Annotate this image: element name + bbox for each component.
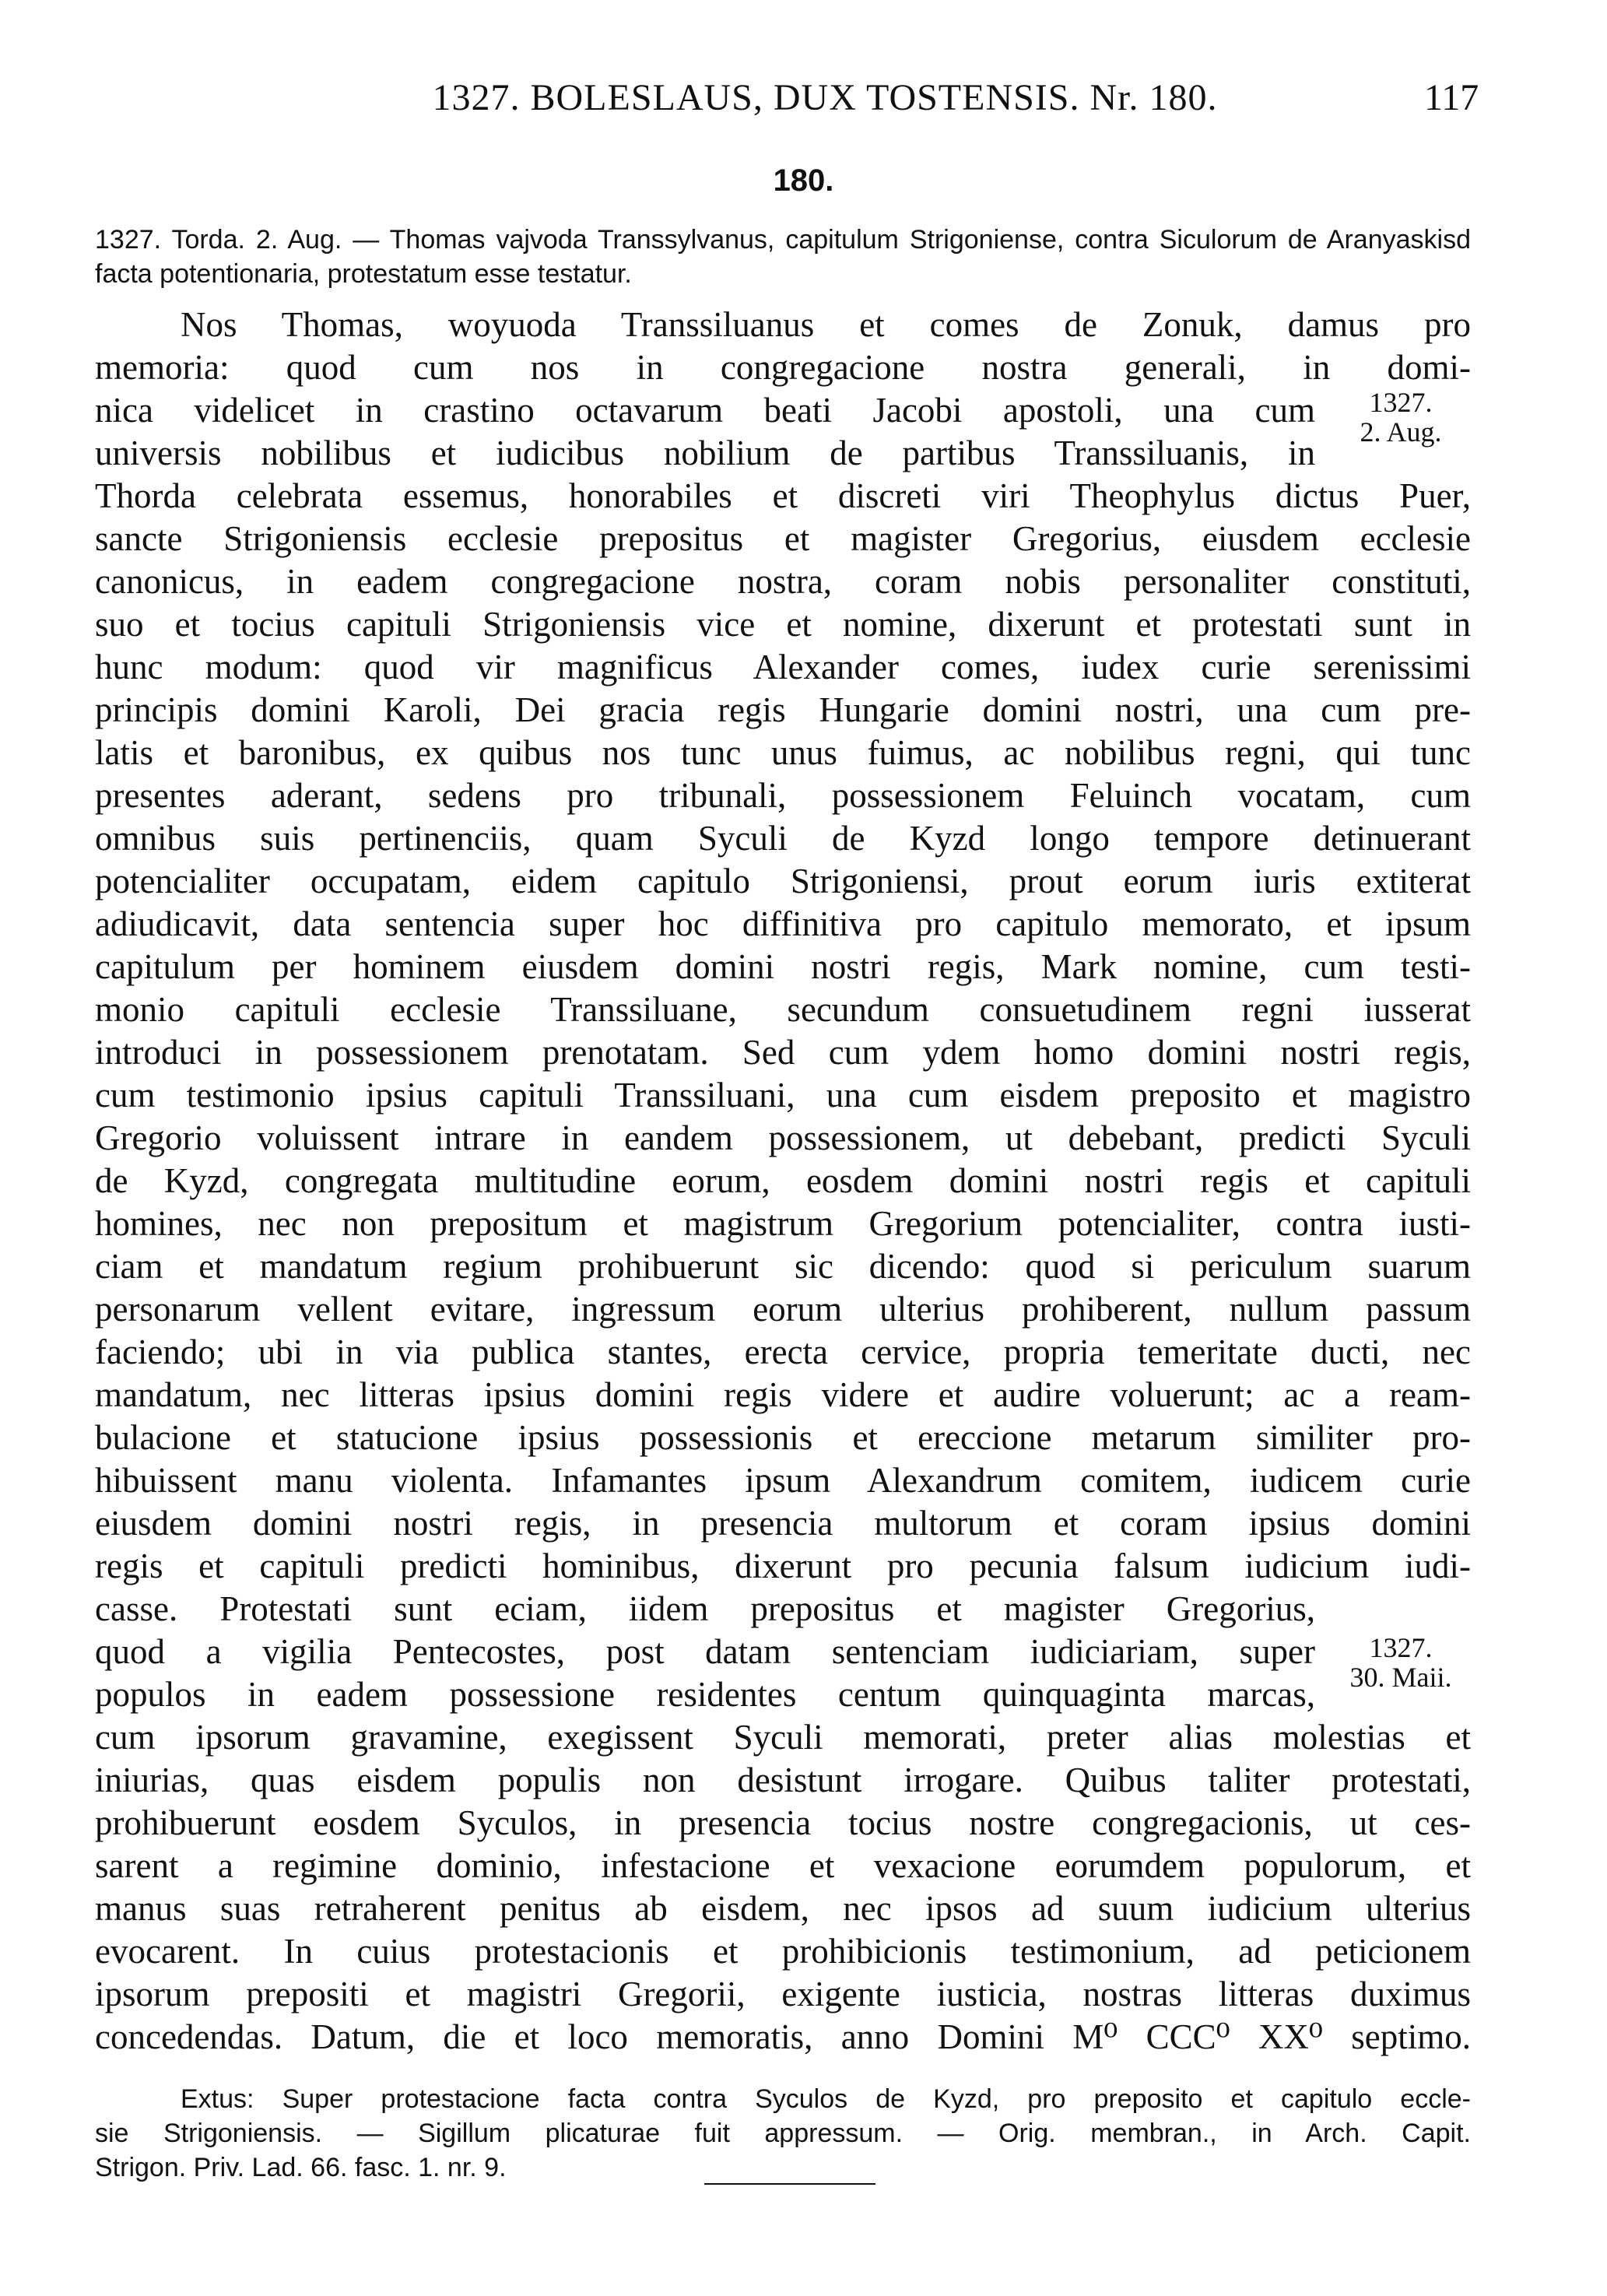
page-number: 117 <box>1424 77 1479 118</box>
text-line: suo et tocius capituli Strigoniensis vice et nomine, dixerunt et protestati sunt in <box>95 605 1471 644</box>
note-line: Strigon. Priv. Lad. 66. fasc. 1. nr. 9. <box>95 2153 507 2182</box>
text-line: manus suas retraherent penitus ab eisdem, nec ipsos ad suum iudicium ulterius <box>95 1889 1471 1928</box>
margin-date-day: 30. Maii. <box>1349 1662 1452 1693</box>
text-line: potencialiter occupatam, eidem capitulo Strigoniensi, prout eorum iuris extiterat <box>95 862 1471 900</box>
margin-date-year: 1327. <box>1369 1632 1433 1663</box>
text-line: monio capituli ecclesie Transsiluane, secundum consuetudinem regni iusserat <box>95 990 1471 1029</box>
text-line: sancte Strigoniensis ecclesie prepositus et magister Gregorius, eiusdem ecclesie <box>95 519 1471 558</box>
text-line: omnibus suis pertinenciis, quam Syculi de Kyzd longo tempore detinuerant <box>95 819 1471 858</box>
text-line: casse. Protestati sunt eciam, iidem prepositus et magister Gregorius, <box>95 1589 1315 1628</box>
text-line: universis nobilibus et iudicibus nobilium de partibus Transsiluanis, in <box>95 434 1315 472</box>
text-line: quod a vigilia Pentecostes, post datam sentenciam iudiciariam, super <box>95 1632 1315 1671</box>
text-line: Nos Thomas, woyuoda Transsiluanus et comes de Zonuk, damus pro <box>181 305 1471 344</box>
margin-date <box>1339 388 1463 447</box>
document-number: 180. <box>773 163 834 198</box>
text-line: cum ipsorum gravamine, exegissent Syculi memorati, preter alias molestias et <box>95 1718 1471 1757</box>
charter-text <box>95 304 1471 2059</box>
text-line: concedendas. Datum, die et loco memoratis, anno Domini M⁰ CCC⁰ XX⁰ septimo. <box>95 2017 1471 2056</box>
margin-date <box>1339 1633 1463 1692</box>
text-line: memoria: quod cum nos in congregacione nostra generali, in domi- <box>95 348 1471 387</box>
text-line: ciam et mandatum regium prohibuerunt sic dicendo: quod si periculum suarum <box>95 1247 1471 1286</box>
text-line: principis domini Karoli, Dei gracia regis Hungarie domini nostri, una cum pre- <box>95 690 1471 729</box>
text-line: faciendo; ubi in via publica stantes, erecta cervice, propria temeritate ducti, nec <box>95 1332 1471 1371</box>
text-line: regis et capituli predicti hominibus, dixerunt pro pecunia falsum iudicium iudi- <box>95 1546 1471 1585</box>
archival-note <box>95 2082 1471 2185</box>
text-line: de Kyzd, congregata multitudine eorum, eosdem domini nostri regis et capituli <box>95 1161 1471 1200</box>
text-line: sarent a regimine dominio, infestacione et vexacione eorumdem populorum, et <box>95 1846 1471 1885</box>
text-line: hunc modum: quod vir magnificus Alexander comes, iudex curie serenissimi <box>95 648 1471 686</box>
text-line: introduci in possessionem prenotatam. Sed cum ydem homo domini nostri regis, <box>95 1033 1471 1072</box>
margin-date-year: 1327. <box>1369 387 1433 418</box>
text-line: nica videlicet in crastino octavarum beati Jacobi apostoli, una cum <box>95 391 1315 430</box>
text-line: Gregorio voluissent intrare in eandem possessionem, ut debebant, predicti Syculi <box>95 1118 1471 1157</box>
text-line: latis et baronibus, ex quibus nos tunc unus fuimus, ac nobilibus regni, qui tunc <box>95 733 1471 772</box>
text-line: mandatum, nec litteras ipsius domini regis videre et audire voluerunt; ac a ream- <box>95 1375 1471 1414</box>
regest-summary: 1327. Torda. 2. Aug. — Thomas vajvoda Transsylvanus, capitulum Strigoniense, contra Siculorum de Aranyaskisd facta potentionaria, protestatum esse testatur. <box>95 225 1471 289</box>
text-line: bulacione et statucione ipsius possessionis et ereccione metarum similiter pro- <box>95 1418 1471 1457</box>
text-line: capitulum per hominem eiusdem domini nostri regis, Mark nomine, cum testi- <box>95 947 1471 986</box>
note-line: sie Strigoniensis. — Sigillum plicaturae fuit appressum. — Orig. membran., in Arch. Capit. <box>95 2119 1471 2148</box>
margin-date-day: 2. Aug. <box>1360 416 1442 448</box>
text-line: prohibuerunt eosdem Syculos, in presencia tocius nostre congregacionis, ut ces- <box>95 1803 1471 1842</box>
note-line: Extus: Super protestacione facta contra Syculos de Kyzd, pro preposito et capitulo eccle- <box>181 2084 1471 2114</box>
text-line: cum testimonio ipsius capituli Transsiluani, una cum eisdem preposito et magistro <box>95 1076 1471 1115</box>
text-line: eiusdem domini nostri regis, in presencia multorum et coram ipsius domini <box>95 1504 1471 1543</box>
text-line: presentes aderant, sedens pro tribunali, possessionem Feluinch vocatam, cum <box>95 776 1471 815</box>
text-line: personarum vellent evitare, ingressum eorum ulterius prohiberent, nullum passum <box>95 1290 1471 1329</box>
text-line: homines, nec non prepositum et magistrum Gregorium potencialiter, contra iusti- <box>95 1204 1471 1243</box>
text-line: canonicus, in eadem congregacione nostra, coram nobis personaliter constituti, <box>95 562 1471 601</box>
end-rule <box>704 2183 875 2185</box>
text-line: hibuissent manu violenta. Infamantes ipsum Alexandrum comitem, iudicem curie <box>95 1461 1471 1500</box>
text-line: adiudicavit, data sentencia super hoc diffinitiva pro capitulo memorato, et ipsum <box>95 904 1471 943</box>
text-line: populos in eadem possessione residentes centum quinquaginta marcas, <box>95 1675 1315 1714</box>
text-line: iniurias, quas eisdem populis non desistunt irrogare. Quibus taliter protestati, <box>95 1761 1471 1799</box>
text-line: evocarent. In cuius protestacionis et prohibicionis testimonium, ad peticionem <box>95 1932 1471 1971</box>
running-title: 1327. BOLESLAUS, DUX TOSTENSIS. Nr. 180. <box>432 77 1218 118</box>
text-line: Thorda celebrata essemus, honorabiles et discreti viri Theophylus dictus Puer, <box>95 476 1471 515</box>
text-line: ipsorum prepositi et magistri Gregorii, exigente iusticia, nostras litteras duximus <box>95 1975 1471 2013</box>
